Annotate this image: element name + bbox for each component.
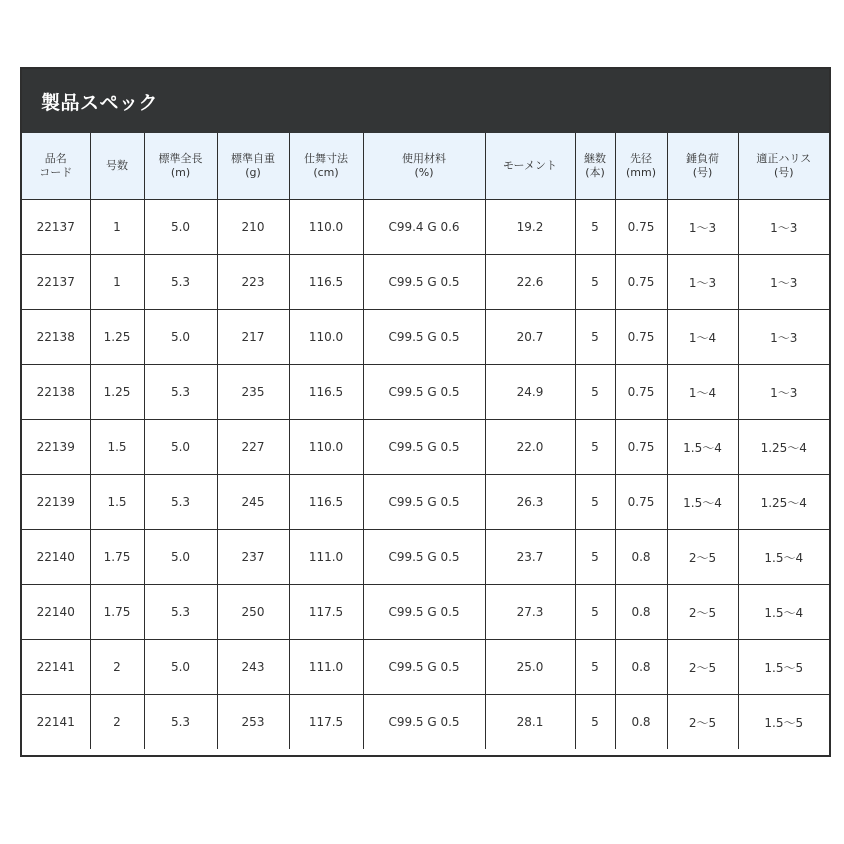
cell-tip-diameter: 0.8 — [615, 695, 667, 750]
cell-sections: 5 — [575, 200, 615, 255]
cell-leader-line: 1.5〜5 — [738, 695, 829, 750]
cell-closed-length: 116.5 — [289, 365, 363, 420]
column-header-label: 錘負荷 — [686, 152, 719, 165]
cell-weight: 253 — [217, 695, 289, 750]
cell-length: 5.0 — [144, 640, 217, 695]
cell-tip-diameter: 0.8 — [615, 640, 667, 695]
table-row — [22, 255, 829, 310]
column-header-weight — [217, 133, 289, 200]
cell-closed-length: 110.0 — [289, 310, 363, 365]
cell-leader-line: 1.5〜4 — [738, 530, 829, 585]
table-row — [22, 420, 829, 475]
cell-size-number: 1 — [90, 200, 144, 255]
cell-weight: 245 — [217, 475, 289, 530]
cell-leader-line: 1〜3 — [738, 310, 829, 365]
column-header-sections — [575, 133, 615, 200]
table-row — [22, 585, 829, 640]
table-row — [22, 640, 829, 695]
cell-material: C99.5 G 0.5 — [363, 310, 485, 365]
cell-closed-length: 111.0 — [289, 530, 363, 585]
column-header-material — [363, 133, 485, 200]
table-row — [22, 310, 829, 365]
column-header-sinker-load — [667, 133, 738, 200]
cell-weight: 237 — [217, 530, 289, 585]
column-header-unit: (m) — [170, 166, 191, 179]
column-header-label: 使用材料 — [402, 152, 446, 165]
column-header-label: モーメント — [502, 159, 557, 172]
cell-material: C99.4 G 0.6 — [363, 200, 485, 255]
cell-moment: 26.3 — [485, 475, 575, 530]
cell-sinker-load: 1〜3 — [667, 200, 738, 255]
table-row — [22, 475, 829, 530]
cell-leader-line: 1.25〜4 — [738, 420, 829, 475]
column-header-label: 先径 — [630, 152, 652, 165]
cell-moment: 19.2 — [485, 200, 575, 255]
column-header-unit: (本) — [585, 166, 605, 179]
cell-tip-diameter: 0.75 — [615, 420, 667, 475]
cell-length: 5.3 — [144, 365, 217, 420]
cell-tip-diameter: 0.8 — [615, 585, 667, 640]
cell-closed-length: 110.0 — [289, 420, 363, 475]
column-header-label: 標準全長 — [158, 152, 203, 165]
cell-sinker-load: 1.5〜4 — [667, 420, 738, 475]
cell-material: C99.5 G 0.5 — [363, 420, 485, 475]
cell-product-code: 22140 — [22, 585, 90, 640]
cell-size-number: 1.25 — [90, 365, 144, 420]
cell-closed-length: 116.5 — [289, 475, 363, 530]
cell-weight: 210 — [217, 200, 289, 255]
column-header-unit: (号) — [773, 166, 794, 179]
spec-table-header — [22, 133, 829, 200]
table-row — [22, 200, 829, 255]
spec-title: 製品スペック — [22, 69, 829, 133]
cell-closed-length: 111.0 — [289, 640, 363, 695]
cell-material: C99.5 G 0.5 — [363, 475, 485, 530]
cell-moment: 28.1 — [485, 695, 575, 750]
cell-material: C99.5 G 0.5 — [363, 695, 485, 750]
cell-product-code: 22140 — [22, 530, 90, 585]
cell-weight: 217 — [217, 310, 289, 365]
cell-size-number: 2 — [90, 640, 144, 695]
cell-product-code: 22141 — [22, 640, 90, 695]
cell-length: 5.0 — [144, 420, 217, 475]
column-header-label: 適正ハリス — [756, 152, 812, 165]
cell-length: 5.0 — [144, 310, 217, 365]
column-header-label: 標準自重 — [231, 152, 275, 165]
cell-size-number: 1.75 — [90, 530, 144, 585]
cell-tip-diameter: 0.75 — [615, 475, 667, 530]
cell-product-code: 22141 — [22, 695, 90, 750]
cell-leader-line: 1〜3 — [738, 200, 829, 255]
cell-size-number: 2 — [90, 695, 144, 750]
cell-closed-length: 117.5 — [289, 585, 363, 640]
cell-product-code: 22137 — [22, 200, 90, 255]
cell-material: C99.5 G 0.5 — [363, 365, 485, 420]
cell-size-number: 1 — [90, 255, 144, 310]
cell-length: 5.0 — [144, 200, 217, 255]
spec-table-body — [22, 200, 829, 750]
cell-sections: 5 — [575, 640, 615, 695]
cell-closed-length: 110.0 — [289, 200, 363, 255]
cell-tip-diameter: 0.75 — [615, 365, 667, 420]
cell-sinker-load: 2〜5 — [667, 585, 738, 640]
cell-sections: 5 — [575, 475, 615, 530]
column-header-length — [144, 133, 217, 200]
column-header-size-number — [90, 133, 144, 200]
cell-moment: 22.6 — [485, 255, 575, 310]
cell-material: C99.5 G 0.5 — [363, 585, 485, 640]
cell-sinker-load: 1.5〜4 — [667, 475, 738, 530]
cell-weight: 227 — [217, 420, 289, 475]
header-row — [22, 133, 829, 200]
cell-tip-diameter: 0.75 — [615, 200, 667, 255]
column-header-label: 仕舞寸法 — [304, 152, 348, 165]
cell-moment: 23.7 — [485, 530, 575, 585]
cell-tip-diameter: 0.75 — [615, 310, 667, 365]
cell-sinker-load: 2〜5 — [667, 530, 738, 585]
cell-moment: 22.0 — [485, 420, 575, 475]
cell-material: C99.5 G 0.5 — [363, 255, 485, 310]
cell-sinker-load: 1〜3 — [667, 255, 738, 310]
cell-leader-line: 1.5〜4 — [738, 585, 829, 640]
cell-length: 5.3 — [144, 255, 217, 310]
cell-closed-length: 116.5 — [289, 255, 363, 310]
cell-sinker-load: 1〜4 — [667, 365, 738, 420]
cell-length: 5.3 — [144, 695, 217, 750]
cell-sections: 5 — [575, 365, 615, 420]
cell-size-number: 1.25 — [90, 310, 144, 365]
cell-size-number: 1.5 — [90, 420, 144, 475]
column-header-closed-length — [289, 133, 363, 200]
cell-moment: 24.9 — [485, 365, 575, 420]
cell-leader-line: 1〜3 — [738, 365, 829, 420]
cell-length: 5.3 — [144, 475, 217, 530]
cell-sections: 5 — [575, 255, 615, 310]
cell-moment: 20.7 — [485, 310, 575, 365]
cell-weight: 243 — [217, 640, 289, 695]
cell-product-code: 22138 — [22, 310, 90, 365]
cell-sinker-load: 1〜4 — [667, 310, 738, 365]
column-header-unit: (cm) — [313, 166, 339, 179]
column-header-moment — [485, 133, 575, 200]
table-row — [22, 695, 829, 750]
cell-length: 5.3 — [144, 585, 217, 640]
cell-moment: 25.0 — [485, 640, 575, 695]
cell-sections: 5 — [575, 420, 615, 475]
cell-weight: 235 — [217, 365, 289, 420]
cell-material: C99.5 G 0.5 — [363, 640, 485, 695]
cell-product-code: 22139 — [22, 420, 90, 475]
column-header-unit: (mm) — [625, 166, 656, 179]
cell-sinker-load: 2〜5 — [667, 695, 738, 750]
cell-leader-line: 1〜3 — [738, 255, 829, 310]
cell-product-code: 22137 — [22, 255, 90, 310]
cell-moment: 27.3 — [485, 585, 575, 640]
cell-sections: 5 — [575, 310, 615, 365]
column-header-label: 継数 — [584, 152, 606, 165]
cell-product-code: 22139 — [22, 475, 90, 530]
table-row — [22, 530, 829, 585]
column-header-unit: (号) — [692, 166, 713, 179]
cell-sections: 5 — [575, 585, 615, 640]
column-header-unit: (%) — [414, 166, 434, 179]
cell-size-number: 1.5 — [90, 475, 144, 530]
cell-weight: 250 — [217, 585, 289, 640]
spec-panel — [20, 67, 831, 757]
cell-leader-line: 1.5〜5 — [738, 640, 829, 695]
column-header-unit: コード — [39, 166, 73, 179]
cell-sinker-load: 2〜5 — [667, 640, 738, 695]
cell-product-code: 22138 — [22, 365, 90, 420]
column-header-product-code — [22, 133, 90, 200]
cell-tip-diameter: 0.8 — [615, 530, 667, 585]
cell-sections: 5 — [575, 530, 615, 585]
cell-sections: 5 — [575, 695, 615, 750]
column-header-tip-diameter — [615, 133, 667, 200]
cell-tip-diameter: 0.75 — [615, 255, 667, 310]
cell-closed-length: 117.5 — [289, 695, 363, 750]
cell-leader-line: 1.25〜4 — [738, 475, 829, 530]
table-row — [22, 365, 829, 420]
cell-material: C99.5 G 0.5 — [363, 530, 485, 585]
column-header-label: 品名 — [44, 152, 67, 165]
column-header-label: 号数 — [106, 159, 128, 172]
cell-size-number: 1.75 — [90, 585, 144, 640]
cell-length: 5.0 — [144, 530, 217, 585]
spec-table — [22, 133, 829, 749]
cell-weight: 223 — [217, 255, 289, 310]
column-header-unit: (g) — [245, 166, 261, 179]
column-header-leader-line — [738, 133, 829, 200]
